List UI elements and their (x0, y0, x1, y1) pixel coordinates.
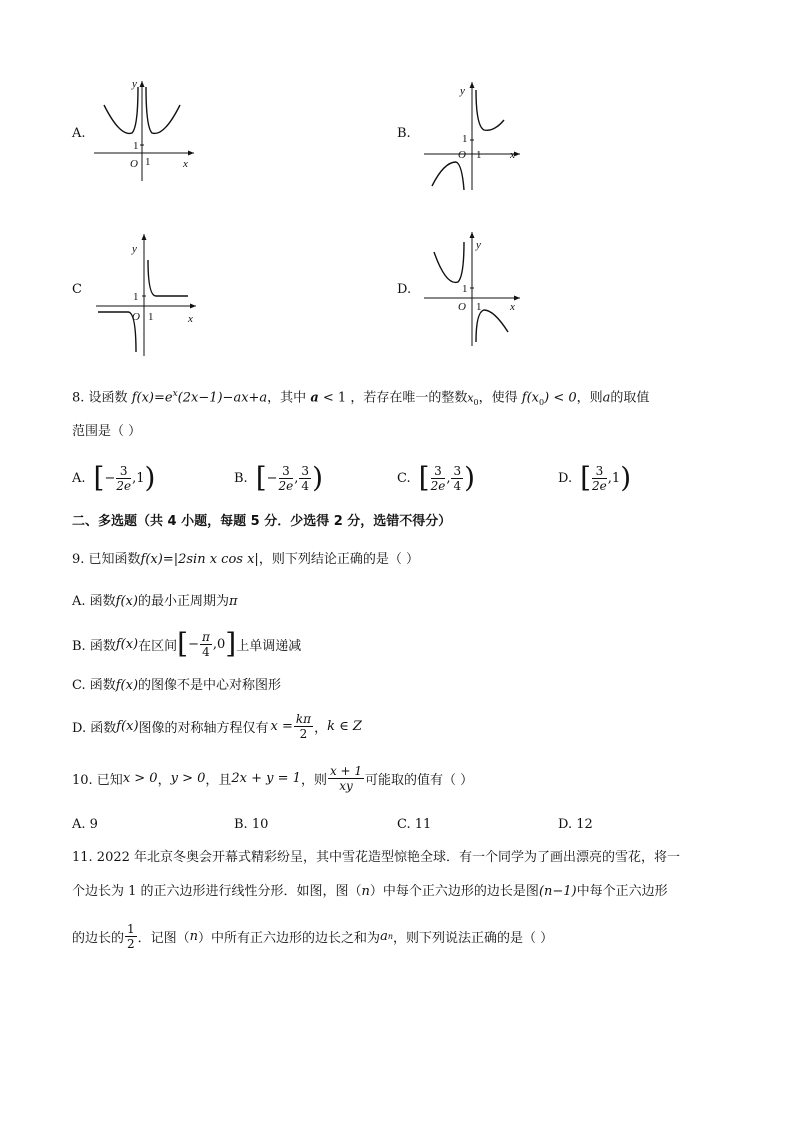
q8-stem (72, 384, 649, 413)
q9-b-left-bracket: [ (177, 627, 189, 660)
q11-half (125, 922, 137, 951)
q9-b-zero: ,0 (212, 636, 226, 652)
q8-fx0: f(x (521, 390, 540, 406)
graph-d-y-label: y (476, 239, 481, 251)
q9-b-pre: B. 函数 (72, 638, 116, 654)
graph-c-x-label: x (188, 313, 193, 325)
q11-line-3 (72, 916, 553, 956)
q11-line-2 (72, 882, 668, 902)
q10-stem (72, 758, 473, 798)
q9-b-num: π (201, 629, 210, 644)
q10-sep1: ， (157, 772, 171, 788)
q8-option-c-num: 3 (431, 464, 446, 479)
q8-option-b-label: B. (234, 470, 248, 486)
q8-option-a-num: 3 (116, 464, 131, 479)
graph-a-origin: O (130, 158, 138, 170)
q8-option-b-left: [ (255, 461, 267, 494)
q8-option-c-left: [ (418, 461, 430, 494)
graph-c (92, 230, 207, 364)
q8-option-b-den2: 4 (301, 478, 310, 493)
q9-stem (72, 550, 419, 570)
q8-option-c-right: ) (464, 461, 476, 494)
q8-option-c-frac1 (431, 464, 446, 493)
graph-d-x-one: 1 (476, 301, 482, 313)
q9-option-a[interactable] (72, 592, 238, 612)
q8-option-c-den2: 4 (453, 478, 462, 493)
q9-d-post: ， (314, 720, 328, 736)
q10-den: xy (339, 778, 353, 793)
q11-line3a: 的边长的 (72, 930, 125, 946)
graph-b-origin: O (458, 149, 466, 161)
q11-line2c: 中每个正六边形 (576, 884, 668, 899)
q8-number: 8. 设函数 (72, 390, 128, 406)
graph-c-y-label: y (132, 243, 137, 255)
q9-d-x: x = (270, 718, 293, 734)
q8-fx0b: ) < 0 (544, 390, 577, 406)
section-2-heading: 二、多选题（共 4 小题，每题 5 分．少选得 2 分，选错不得分） (72, 514, 452, 529)
graph-d-x-label: x (510, 301, 515, 313)
q8-a-var: a (310, 390, 319, 406)
q8-option-c-after: , (446, 470, 451, 486)
q9-stem-a: 9. 已知函数 (72, 552, 141, 567)
option-a-label: A. (72, 126, 86, 141)
q10-num: x + 1 (329, 763, 363, 778)
q8-option-a-den: 2e (116, 478, 132, 493)
q10-sep2: ，且 (205, 772, 232, 788)
q8-option-a-frac (116, 464, 131, 493)
q10-sep3: ，则 (300, 772, 327, 788)
q9-b-neg: − (188, 636, 199, 652)
graph-d (420, 228, 540, 352)
q9-stem-f: f(x)=|2sin x cos x| (140, 552, 259, 567)
q8-tail: 的取值 (610, 390, 650, 406)
q11-line2n1: (n−1) (538, 884, 577, 899)
graph-d-origin: O (458, 301, 466, 313)
q8-option-c[interactable] (397, 458, 475, 498)
q8-option-a-after: ,1 (132, 470, 145, 486)
q8-option-a-label: A. (72, 470, 86, 486)
q8-option-a-right: ) (144, 461, 156, 494)
q8-option-b-num: 3 (279, 464, 294, 479)
q8-option-c-num2: 3 (453, 463, 462, 478)
option-c-label: C (72, 282, 82, 297)
q8-a2: a (602, 390, 611, 406)
q11-line2a: 个边长为 1 的正六边形进行线性分形．如图，图（ (72, 884, 362, 899)
q9-option-d[interactable] (72, 706, 362, 746)
graph-c-x-one: 1 (148, 311, 154, 323)
graph-b (420, 78, 530, 197)
q9-a-pi: π (228, 594, 238, 609)
q9-c-post: 的图像不是中心对称图形 (138, 678, 282, 693)
q10-pre: 10. 已知 (72, 772, 123, 788)
q8-option-b-neg: − (266, 470, 278, 486)
q8-option-d[interactable] (558, 458, 631, 498)
q9-d-den: 2 (299, 726, 308, 741)
q8-option-d-num: 3 (592, 464, 607, 479)
q8-option-d-label: D. (558, 470, 573, 486)
q9-b-frac (200, 630, 212, 659)
q10-option-a[interactable]: A. 9 (72, 817, 98, 832)
q8-cond2: < 1 ，若存在唯一的整数 (318, 390, 468, 406)
q11-line2n: n (361, 884, 370, 899)
q8-option-d-right: ) (620, 461, 632, 494)
q8-option-d-after: ,1 (607, 470, 621, 486)
q8-option-d-frac (592, 464, 607, 493)
q11-half-den: 2 (127, 936, 135, 951)
option-b-label: B. (397, 126, 411, 141)
q8-option-d-left: [ (580, 461, 592, 494)
q8-exp: x (172, 389, 178, 399)
q8-option-b-frac1 (279, 464, 294, 493)
q8-cond3: ，使得 (478, 390, 518, 406)
q8-option-c-label: C. (397, 470, 411, 486)
q9-d-k: k ∈ Z (327, 718, 362, 734)
q10-c1: x > 0 (122, 770, 158, 786)
q8-option-b-right: ) (312, 461, 323, 494)
q8-rest: (2x−1)−ax+a (177, 390, 268, 406)
q9-b-post: 上单调递减 (236, 638, 302, 654)
graph-b-x-label: x (510, 149, 515, 161)
q10-post: 可能取的值有（ ） (365, 772, 474, 788)
q9-a-pre: A. 函数 (72, 594, 116, 609)
q8-cond4: ，则 (576, 390, 603, 406)
q9-stem-b: ，则下列结论正确的是（ ） (258, 552, 419, 567)
q9-a-post: 的最小正周期为 (137, 594, 229, 609)
graph-a-x-label: x (183, 158, 188, 170)
option-d-label: D. (397, 282, 412, 297)
graph-c-y-one: 1 (133, 291, 139, 303)
q11-half-num: 1 (127, 921, 135, 936)
q11-line3c: ）中所有正六边形的边长之和为 (198, 930, 381, 946)
graph-b-y-one: 1 (462, 133, 468, 145)
q8-option-b[interactable] (234, 458, 323, 498)
q9-option-b[interactable] (72, 624, 301, 664)
graph-a-y-label: y (132, 78, 137, 90)
q11-an-sub: n (387, 931, 393, 941)
q11-line3n: n (189, 928, 199, 944)
graph-c-origin: O (132, 311, 140, 323)
graph-a-y-one: 1 (133, 140, 139, 152)
q11-an: a (380, 928, 388, 944)
q8-fx0-sub: 0 (539, 397, 545, 407)
q8-option-b-frac2 (299, 464, 311, 493)
q9-c-f: f(x) (115, 678, 139, 693)
q10-option-d[interactable]: D. 12 (558, 817, 593, 832)
q8-option-c-frac2 (451, 464, 463, 493)
q9-option-c[interactable] (72, 676, 281, 696)
graph-b-x-one: 1 (476, 149, 482, 161)
q9-d-frac (294, 712, 313, 741)
q9-b-right-bracket: ] (225, 627, 237, 660)
q9-b-f: f(x) (115, 636, 139, 652)
graph-a (90, 75, 200, 189)
q8-option-c-den: 2e (430, 478, 446, 493)
q10-option-b[interactable]: B. 10 (234, 817, 269, 832)
q9-c-pre: C. 函数 (72, 678, 116, 693)
q8-option-b-num2: 3 (301, 463, 310, 478)
q8-x0: x (467, 391, 474, 405)
q8-option-a-left: [ (93, 461, 105, 494)
q11-line3b: ．记图（ (137, 930, 190, 946)
q9-d-mid: 图像的对称轴方程仅有 (138, 720, 269, 736)
q8-option-b-den: 2e (278, 478, 294, 493)
q11-line-1: 11. 2022 年北京冬奥会开幕式精彩纷呈，其中雪花造型惊艳全球．有一个同学为了画出漂亮的雪花，将一 (72, 850, 681, 865)
q8-cond: ，其中 (267, 390, 307, 406)
q10-c3: 2x + y = 1 (231, 770, 301, 786)
q9-b-den: 4 (202, 644, 210, 659)
q9-d-pre: D. 函数 (72, 720, 117, 736)
q11-line3d: ，则下列说法正确的是（ ） (392, 930, 554, 946)
q8-option-b-after: , (294, 470, 299, 486)
q9-d-num: kπ (295, 711, 312, 726)
q8-x0sub: 0 (473, 397, 479, 407)
q8-option-a[interactable] (72, 458, 155, 498)
q8-fx: f(x)=e (131, 390, 173, 406)
q10-option-c[interactable]: C. 11 (397, 817, 432, 832)
q10-frac (328, 764, 364, 793)
q11-line2b: ）中每个正六边形的边长是图 (369, 884, 539, 899)
q8-stem-line2: 范围是（ ） (72, 424, 142, 439)
q9-b-mid: 在区间 (138, 638, 178, 654)
q9-a-f: f(x) (115, 594, 138, 609)
graph-d-y-one: 1 (462, 283, 468, 295)
q10-c2: y > 0 (170, 770, 206, 786)
q9-d-f: f(x) (116, 718, 139, 734)
q8-option-d-den: 2e (592, 478, 607, 493)
q8-option-a-neg: − (104, 470, 116, 486)
graph-a-x-one: 1 (145, 156, 151, 168)
graph-b-y-label: y (460, 85, 465, 97)
